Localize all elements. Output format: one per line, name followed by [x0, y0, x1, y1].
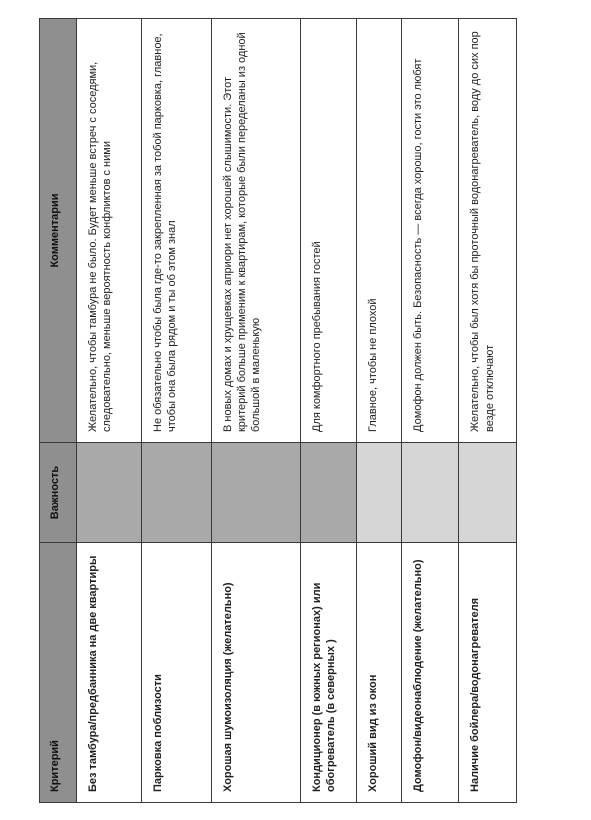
importance-cell [211, 443, 300, 543]
table-row [141, 19, 211, 803]
comment-cell: Не обязательно чтобы была где-то закрепленная за тобой парковка, главное, чтобы она была рядом и ты об этом знал [141, 19, 211, 443]
criterion-cell: Кондиционер (в южных регионах) или обогреватель (в северных ) [301, 543, 357, 803]
table-header-row [40, 19, 77, 803]
comment-cell: Желательно, чтобы был хотя бы проточный водонагреватель, воду до сих пор везде отключают [459, 19, 517, 443]
header-criterion: Критерий [40, 543, 77, 803]
table-row [356, 19, 401, 803]
comment-cell: Желательно, чтобы тамбура не было. Будет меньше встреч с соседями, следовательно, меньше вероятность конфликтов с ними [77, 19, 142, 443]
criterion-cell: Домофон/видеонаблюдение (желательно) [401, 543, 459, 803]
comment-cell: В новых домах и хрущевках априори нет хорошей слышимости. Этот критерий больше применим к квартирам, которые были переделаны из одной большой в маленькую [211, 19, 300, 443]
table-row [301, 19, 357, 803]
rotated-page [39, 19, 517, 803]
comment-cell: Главное, чтобы не плохой [356, 19, 401, 443]
importance-cell [356, 443, 401, 543]
table-row [77, 19, 142, 803]
importance-cell [141, 443, 211, 543]
criterion-cell: Хороший вид из окон [356, 543, 401, 803]
table-row [459, 19, 517, 803]
criterion-cell: Парковка поблизости [141, 543, 211, 803]
comment-cell: Для комфортного пребывания гостей [301, 19, 357, 443]
importance-cell [401, 443, 459, 543]
header-importance: Важность [40, 443, 77, 543]
criterion-cell: Без тамбура/предбанника на две квартиры [77, 543, 142, 803]
importance-cell [459, 443, 517, 543]
importance-cell [301, 443, 357, 543]
criteria-table [39, 18, 517, 803]
comment-cell: Домофон должен быть. Безопасность — всегда хорошо, гости это любят [401, 19, 459, 443]
header-comments: Комментарии [40, 19, 77, 443]
table-row [401, 19, 459, 803]
criterion-cell: Хорошая шумоизоляция (желательно) [211, 543, 300, 803]
importance-cell [77, 443, 142, 543]
criterion-cell: Наличие бойлера/водонагревателя [459, 543, 517, 803]
table-row [211, 19, 300, 803]
